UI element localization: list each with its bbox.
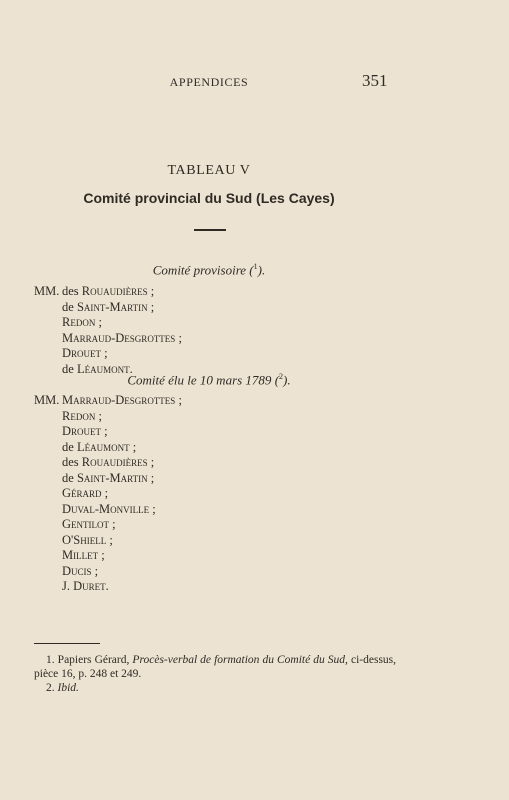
- member-row: [34, 579, 182, 595]
- name-particle: de: [62, 361, 74, 376]
- honorific-prefix: [34, 471, 62, 487]
- member-name: Gentilot: [62, 517, 110, 531]
- member-row: [34, 471, 182, 487]
- page-number: 351: [362, 71, 388, 90]
- honorific-prefix: MM.: [34, 284, 60, 298]
- member-name: Millet: [62, 548, 99, 562]
- section-heading-provisional: Comité provisoire ($^1$).: [152, 262, 266, 278]
- honorific-prefix: [34, 331, 62, 347]
- punctuation: ;: [147, 455, 155, 469]
- honorific-prefix: [34, 564, 62, 580]
- honorific-prefix: [34, 548, 62, 564]
- member-entry: [62, 502, 156, 518]
- punctuation: ;: [175, 330, 182, 345]
- running-header-title: APPENDICES: [169, 75, 249, 89]
- member-row: [34, 424, 182, 440]
- member-row: [34, 284, 182, 300]
- member-name: Léaumont: [76, 439, 130, 454]
- member-name: Redon: [62, 315, 96, 329]
- member-entry: [62, 284, 154, 300]
- footnote-source: Papiers Gérard,: [57, 654, 130, 666]
- member-row: [34, 409, 182, 425]
- member-name: Ducis: [62, 563, 92, 578]
- section-heading-text: Comité provisoire: [152, 262, 247, 278]
- member-name: Saint-Martin: [76, 299, 148, 314]
- member-entry: [62, 579, 109, 595]
- footnote-ref: 1: [253, 262, 258, 271]
- member-row: [34, 455, 182, 471]
- punctuation: ;: [91, 563, 99, 578]
- member-row: [34, 548, 182, 564]
- member-entry: [62, 564, 98, 580]
- footnote-document-title: Procès-verbal de formation du Comité du Sud,: [132, 654, 348, 666]
- footnote-2: [34, 681, 396, 695]
- honorific-prefix: [34, 517, 62, 533]
- punctuation: ;: [95, 315, 102, 329]
- member-entry: [62, 331, 182, 347]
- honorific-prefix: [34, 533, 62, 549]
- member-name: Duret: [73, 579, 106, 593]
- honorific-prefix: [34, 315, 62, 331]
- honorific-prefix: [34, 455, 62, 471]
- member-name: Drouet: [62, 346, 102, 360]
- member-name: Marraud-Desgrottes: [62, 330, 176, 345]
- footnote-ref: 2: [279, 372, 284, 381]
- member-list-elected: [34, 393, 182, 595]
- member-name: Marraud-Desgrottes: [62, 393, 176, 407]
- member-entry: [62, 548, 105, 564]
- punctuation: ;: [109, 517, 116, 531]
- member-row: [34, 486, 182, 502]
- honorific-prefix: [34, 502, 62, 518]
- honorific-prefix: [34, 346, 62, 362]
- member-name: Rouaudières: [81, 455, 148, 469]
- title-rule: [194, 229, 226, 231]
- member-row: [34, 393, 182, 409]
- member-row: [34, 315, 182, 331]
- honorific-prefix: MM.: [34, 393, 60, 407]
- member-entry: [62, 409, 102, 425]
- name-particle: de: [62, 439, 74, 454]
- punctuation: ;: [101, 346, 108, 360]
- member-name: Rouaudières: [81, 284, 148, 298]
- name-particle: des: [62, 284, 79, 298]
- honorific-prefix: [34, 300, 62, 316]
- name-particle: J.: [62, 579, 70, 593]
- footnote-rule: [34, 643, 100, 644]
- member-row: [34, 502, 182, 518]
- name-particle: des: [62, 455, 79, 469]
- punctuation: ;: [101, 424, 108, 438]
- member-name: Duval-Monville: [62, 501, 150, 516]
- member-entry: [62, 393, 182, 409]
- member-entry: [62, 486, 108, 502]
- member-row: [34, 331, 182, 347]
- member-name: Saint-Martin: [76, 470, 148, 485]
- member-row: [34, 440, 182, 456]
- punctuation: ;: [175, 393, 182, 407]
- member-entry: [62, 517, 116, 533]
- honorific-prefix: [34, 486, 62, 502]
- punctuation: ;: [106, 532, 113, 547]
- footnote-1: [34, 653, 396, 681]
- member-name: O'Shiell: [62, 532, 107, 547]
- table-label: TABLEAU V: [167, 163, 251, 178]
- footnote-detail: ci-dessus, pièce 16, p. 248 et 249.: [34, 654, 397, 680]
- honorific-prefix: [34, 579, 62, 595]
- member-entry: [62, 533, 113, 549]
- member-entry: [62, 424, 108, 440]
- honorific-prefix: [34, 440, 62, 456]
- punctuation: ;: [101, 486, 109, 500]
- footnote-number: 2.: [46, 682, 55, 694]
- member-entry: [62, 300, 154, 316]
- punctuation: ;: [149, 501, 156, 516]
- name-particle: de: [62, 299, 74, 314]
- member-entry: [62, 346, 108, 362]
- member-name: Léaumont: [76, 361, 130, 376]
- member-row: [34, 300, 182, 316]
- table-title: Comité provincial du Sud (Les Cayes): [83, 190, 335, 206]
- member-row: [34, 346, 182, 362]
- member-entry: [62, 471, 154, 487]
- footnote-number: 1.: [46, 654, 55, 666]
- punctuation: ;: [147, 470, 155, 485]
- section-heading-elected: Comité élu le 10 mars 1789 ($^2$).: [127, 372, 291, 388]
- punctuation: .: [105, 579, 109, 593]
- member-list-provisional: [34, 284, 182, 377]
- member-entry: [62, 440, 136, 456]
- member-row: [34, 564, 182, 580]
- honorific-prefix: [34, 424, 62, 440]
- member-row: [34, 533, 182, 549]
- honorific-prefix: [34, 409, 62, 425]
- footnote-text: Ibid.: [57, 682, 79, 694]
- member-row: [34, 517, 182, 533]
- punctuation: ;: [147, 284, 155, 298]
- member-name: Gérard: [62, 486, 102, 500]
- name-particle: de: [62, 470, 74, 485]
- member-name: Drouet: [62, 424, 102, 438]
- punctuation: ;: [98, 548, 105, 562]
- punctuation: .: [129, 361, 133, 376]
- footnotes: [34, 653, 396, 695]
- punctuation: ;: [95, 408, 102, 423]
- punctuation: ;: [129, 439, 137, 454]
- punctuation: ;: [147, 299, 155, 314]
- member-name: Redon: [62, 408, 96, 423]
- member-entry: [62, 455, 154, 471]
- section-heading-text: Comité élu le 10 mars 1789: [127, 372, 272, 388]
- member-entry: [62, 315, 102, 331]
